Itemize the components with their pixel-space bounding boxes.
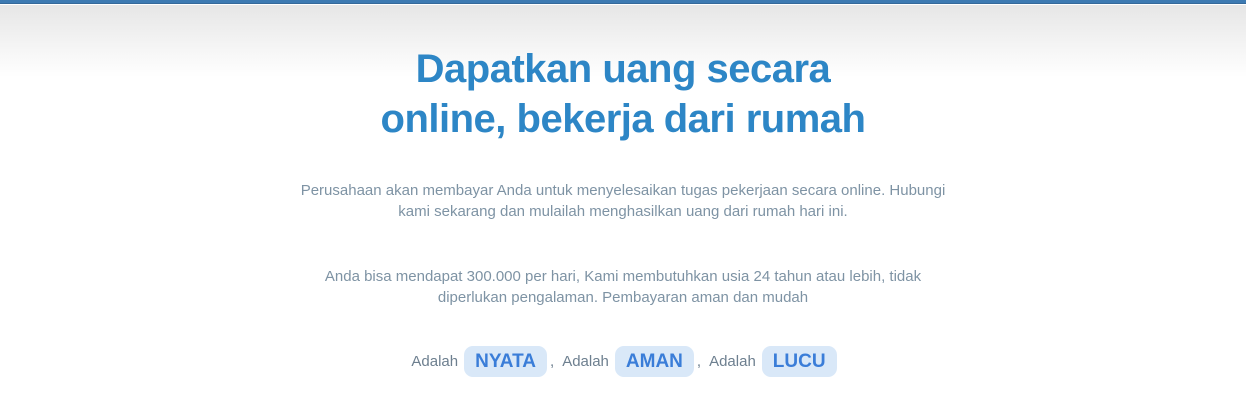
page-title [0, 44, 1246, 144]
hero-section [0, 4, 1246, 377]
intro-paragraph: Perusahaan akan membayar Anda untuk menyelesaikan tugas pekerjaan secara online. Hubungi kami sekarang dan mulailah menghasilkan uang dari rumah hari ini. [300, 182, 946, 220]
badge-prefix-1: Adalah [411, 353, 459, 370]
badge-separator-1: , [550, 353, 555, 370]
badge-nyata: NYATA [464, 346, 547, 377]
page-title-line-2: online, bekerja dari rumah [380, 97, 866, 141]
details-paragraph: Anda bisa mendapat 300.000 per hari, Kami membutuhkan usia 24 tahun atau lebih, tidak diperlukan pengalaman. Pembayaran aman dan mudah [324, 268, 922, 306]
badge-prefix-2: Adalah [562, 353, 609, 370]
badge-aman: AMAN [615, 346, 694, 377]
badge-separator-2: , [696, 353, 702, 370]
badge-row [0, 346, 1246, 377]
badge-lucu: LUCU [762, 346, 837, 377]
page-title-line-1: Dapatkan uang secara [415, 47, 831, 91]
badge-prefix-3: Adalah [709, 353, 756, 370]
